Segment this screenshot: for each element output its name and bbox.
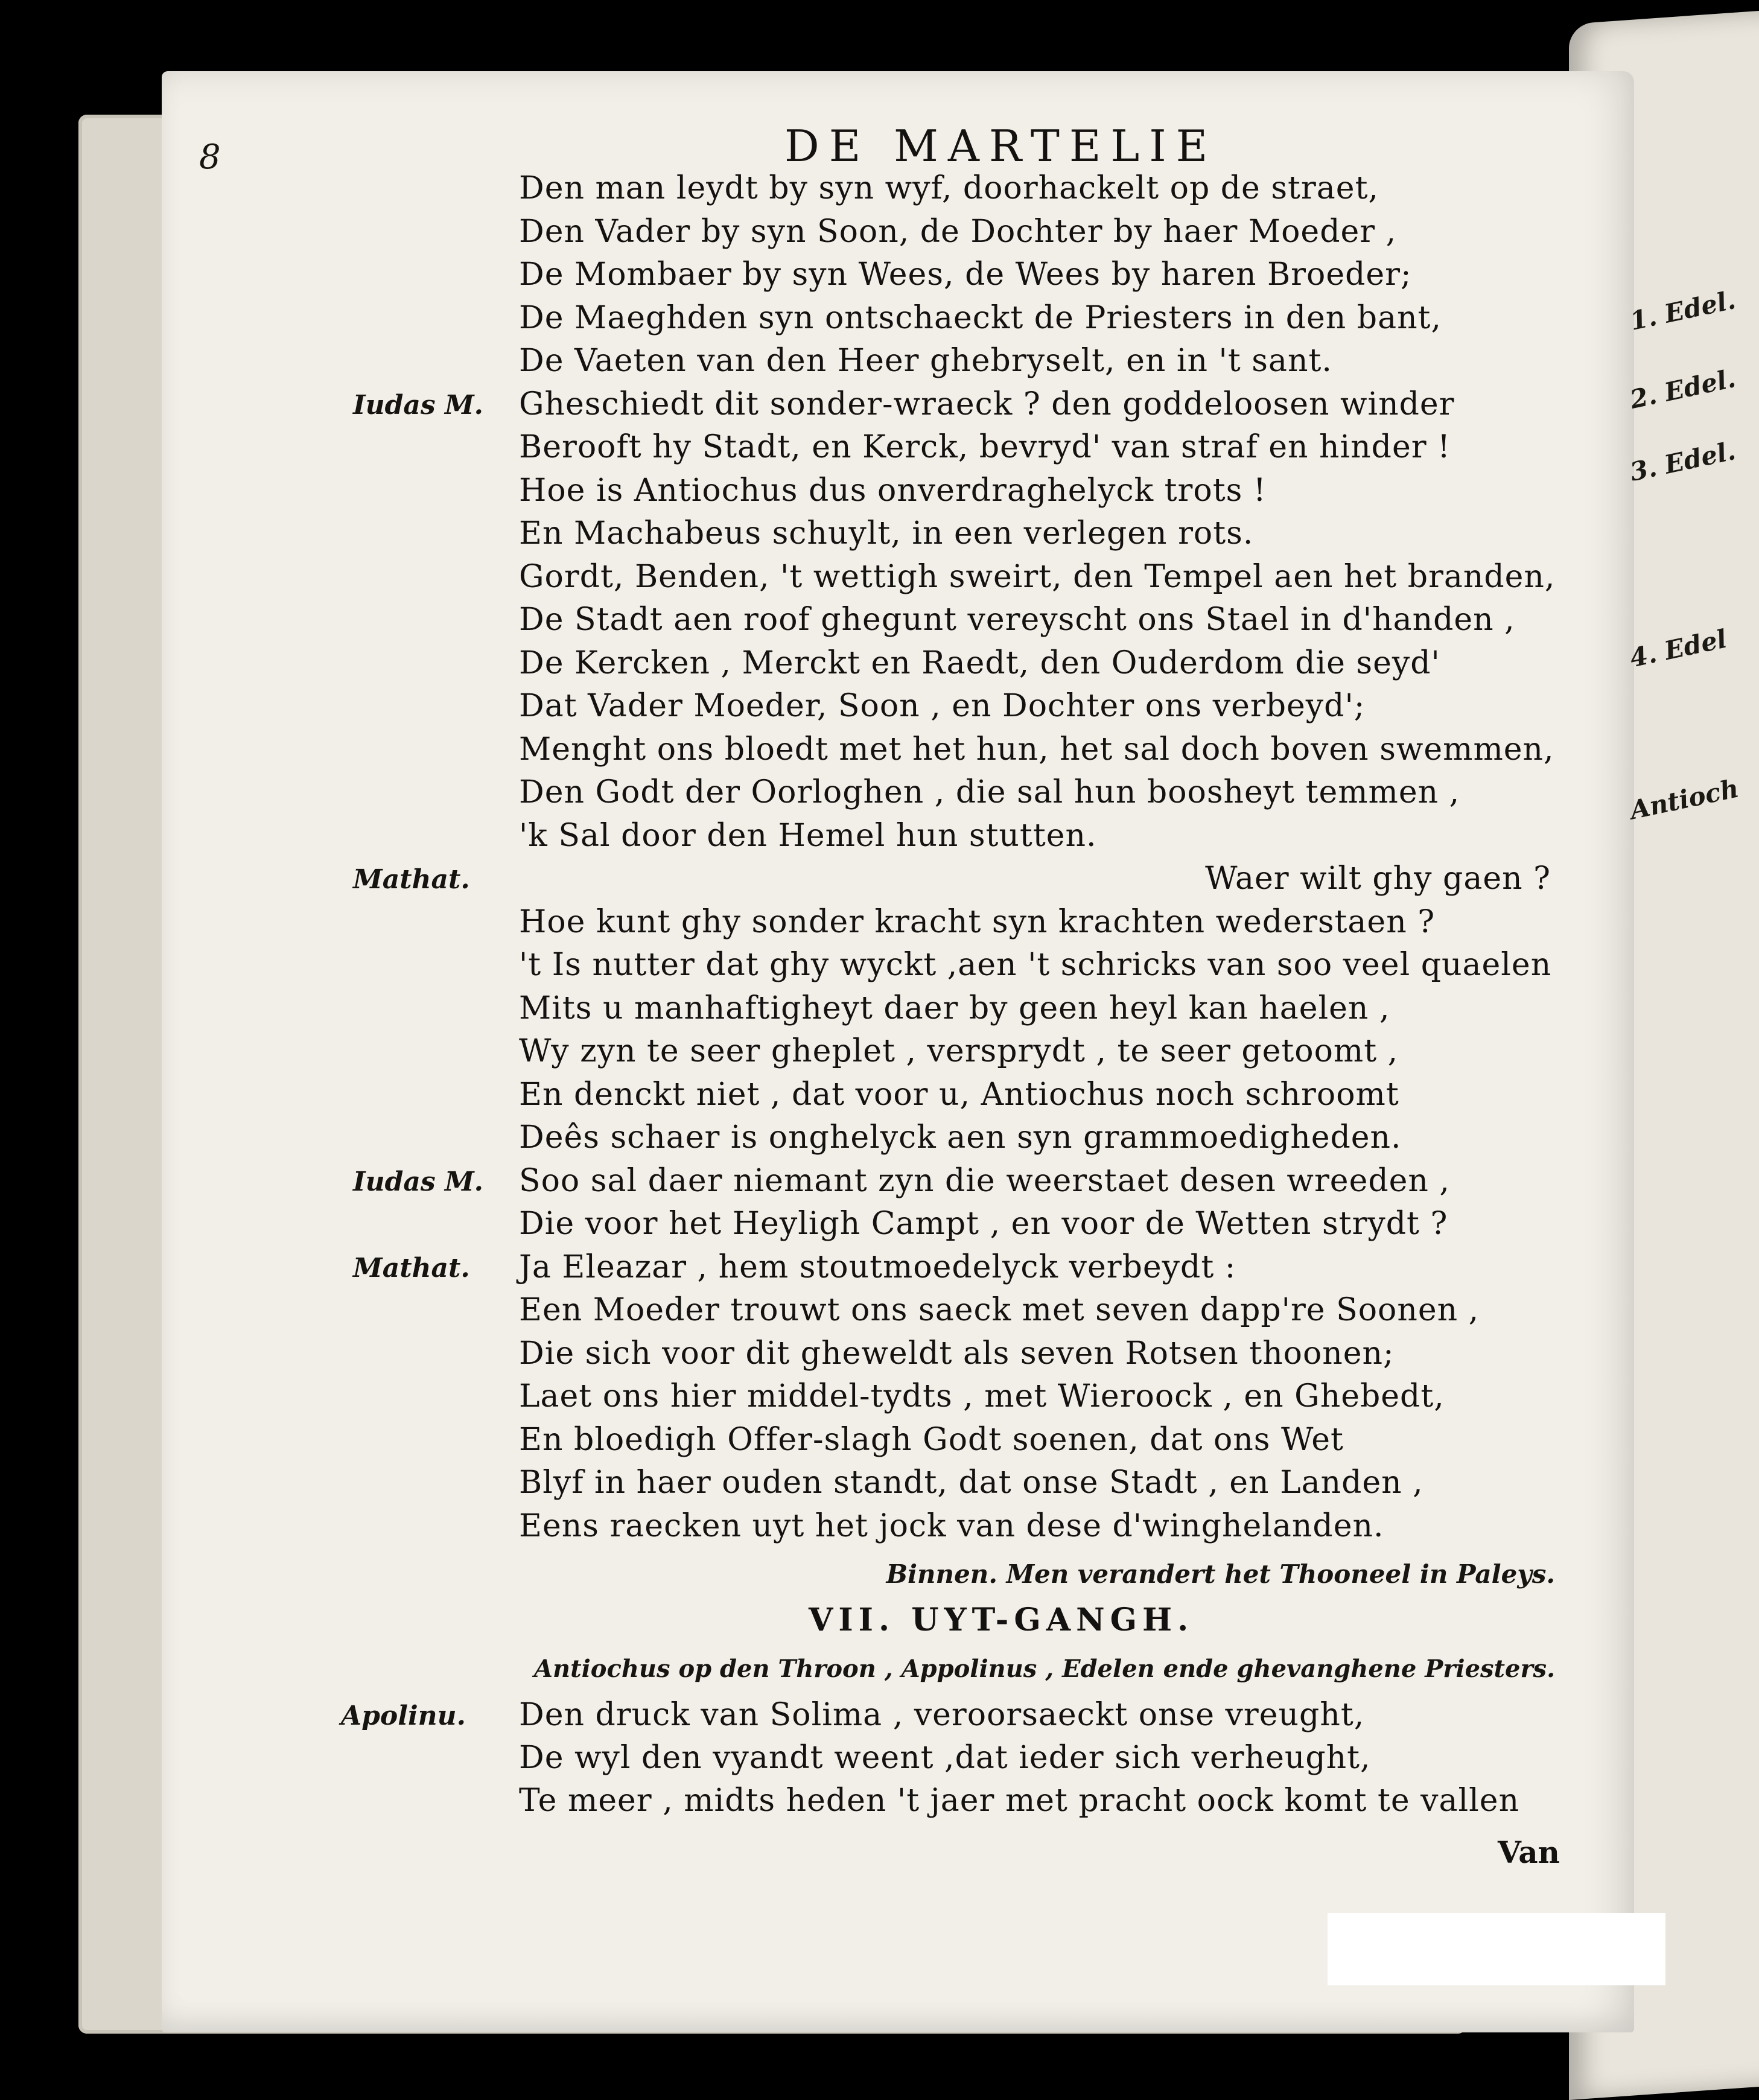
verse-line: De Vaeten van den Heer ghebryselt, en in 't sant. (519, 343, 1332, 379)
verse-line: En Machabeus schuylt, in een verlegen rots. (519, 515, 1254, 552)
verse-line: De wyl den vyandt weent ,dat ieder sich verheught, (519, 1740, 1371, 1776)
verse-line: Den Godt der Oorloghen , die sal hun boosheyt temmen , (519, 774, 1460, 810)
verse-line: Dat Vader Moeder, Soon , en Dochter ons verbeyd'; (519, 688, 1366, 724)
verse-line: En bloedigh Offer-slagh Godt soenen, dat ons Wet (519, 1421, 1344, 1458)
page-number: 8 (199, 138, 221, 177)
facing-margin-note: 4. Edel (1627, 623, 1729, 673)
speaker-label: Iudas M. (353, 389, 483, 421)
verse-line: 'k Sal door den Hemel hun stutten. (519, 817, 1097, 854)
verse-line: Den druck van Solima , veroorsaeckt onse vreught, (519, 1697, 1365, 1733)
verse-line: Den Vader by syn Soon, de Dochter by haer Moeder , (519, 213, 1397, 250)
verse-line: Blyf in haer ouden standt, dat onse Stadt , en Landen , (519, 1465, 1423, 1501)
speaker-label: Mathat. (353, 864, 470, 895)
verse-line: Hoe kunt ghy sonder kracht syn krachten wederstaen ? (519, 903, 1436, 940)
speaker-label: Iudas M. (353, 1166, 483, 1197)
verse-line: Waer wilt ghy gaen ? (1205, 861, 1551, 897)
verse-line: Eens raecken uyt het jock van dese d'winghelanden. (519, 1507, 1384, 1544)
verse-line: En denckt niet , dat voor u, Antiochus noch schroomt (519, 1076, 1399, 1113)
verse-line: Mits u manhaftigheyt daer by geen heyl kan haelen , (519, 990, 1390, 1026)
verse-line: Die sich voor dit gheweldt als seven Rotsen thoonen; (519, 1335, 1395, 1372)
running-head: DE MARTELIE (784, 121, 1218, 171)
verse-line: De Maeghden syn ontschaeckt de Priesters in den bant, (519, 299, 1442, 336)
verse-line: Wy zyn te seer gheplet , versprydt , te seer getoomt , (519, 1033, 1399, 1069)
speaker-label: Mathat. (353, 1252, 470, 1284)
verse-line: De Stadt aen roof ghegunt vereyscht ons Stael in d'handen , (519, 602, 1515, 638)
facing-margin-note: Antioch (1627, 773, 1742, 826)
verse-line: Menght ons bloedt met het hun, het sal doch boven swemmen, (519, 731, 1554, 768)
stage-direction: Binnen. Men verandert het Thooneel in Paleys. (886, 1559, 1555, 1589)
speaker-label: Apolinu. (341, 1701, 466, 1731)
stage-direction: Antiochus op den Throon , Appolinus , Edelen ende ghevanghene Priesters. (534, 1655, 1555, 1683)
page-corner (1328, 1913, 1665, 1985)
scene-heading: VII. UYT-GANGH. (809, 1602, 1194, 1638)
verse-line: Berooft hy Stadt, en Kerck, bevryd' van straf en hinder ! (519, 429, 1451, 465)
verse-line: Hoe is Antiochus dus onverdraghelyck trots ! (519, 472, 1267, 509)
verse-line: Die voor het Heyligh Campt , en voor de Wetten strydt ? (519, 1206, 1448, 1242)
verse-line: Gordt, Benden, 't wettigh sweirt, den Tempel aen het branden, (519, 558, 1556, 595)
verse-line: Soo sal daer niemant zyn die weerstaet desen wreeden , (519, 1162, 1450, 1199)
verse-line: Een Moeder trouwt ons saeck met seven dapp're Soonen , (519, 1292, 1480, 1328)
verse-line: Te meer , midts heden 't jaer met pracht oock komt te vallen (519, 1783, 1520, 1819)
verse-line: 't Is nutter dat ghy wyckt ,aen 't schricks van soo veel quaelen (519, 947, 1552, 983)
verse-line: Laet ons hier middel-tydts , met Wieroock , en Ghebedt, (519, 1378, 1445, 1414)
verse-line: Deês schaer is onghelyck aen syn grammoedigheden. (519, 1119, 1402, 1156)
facing-margin-note: 3. Edel. (1627, 436, 1738, 487)
verse-line: Den man leydt by syn wyf, doorhackelt op de straet, (519, 170, 1379, 206)
verse-line: Ja Eleazar , hem stoutmoedelyck verbeydt : (519, 1249, 1236, 1285)
facing-margin-note: 2. Edel. (1627, 363, 1738, 415)
verse-line: De Mombaer by syn Wees, de Wees by haren Broeder; (519, 256, 1412, 293)
verse-line: Gheschiedt dit sonder-wraeck ? den goddeloosen winder (519, 386, 1455, 422)
facing-margin-note: 1. Edel. (1627, 285, 1738, 336)
verse-line: De Kercken , Merckt en Raedt, den Ouderdom die seyd' (519, 644, 1440, 681)
catchword: Van (1498, 1834, 1560, 1870)
